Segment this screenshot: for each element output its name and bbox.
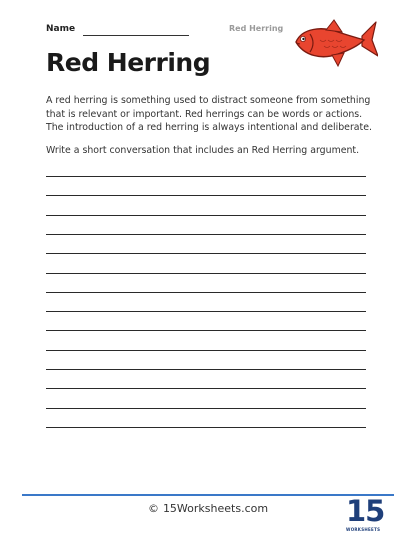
writing-line[interactable]: [46, 388, 366, 389]
writing-line[interactable]: [46, 253, 366, 254]
writing-line[interactable]: [46, 195, 366, 196]
red-herring-fish-icon: [292, 16, 378, 74]
logo-wordmark: WORKSHEETS: [346, 527, 381, 532]
writing-line[interactable]: [46, 408, 366, 409]
writing-line[interactable]: [46, 273, 366, 274]
copyright-icon: ©: [147, 502, 159, 515]
writing-line[interactable]: [46, 234, 366, 235]
header-topic-label: Red Herring: [229, 24, 284, 33]
site-logo: [346, 494, 385, 534]
writing-line[interactable]: [46, 427, 366, 428]
writing-line[interactable]: [46, 215, 366, 216]
footer-divider: [22, 494, 394, 496]
name-label: Name: [46, 24, 76, 34]
instructions-prompt: Write a short conversation that includes an Red Herring argument.: [46, 145, 360, 156]
name-row: [46, 24, 296, 38]
intro-paragraph: A red herring is something used to distract someone from something that is relevant or important. Red herrings can be words or actions. The introduction of a red herring is always intentional and deliberate.: [46, 95, 372, 133]
writing-area[interactable]: [46, 176, 366, 446]
name-input-line[interactable]: [83, 35, 189, 36]
writing-line[interactable]: [46, 176, 366, 177]
writing-line[interactable]: [46, 311, 366, 312]
writing-line[interactable]: [46, 292, 366, 293]
footer-site-name: 15Worksheets.com: [162, 502, 269, 515]
page-title: Red Herring: [46, 48, 211, 77]
writing-line[interactable]: [46, 369, 366, 370]
logo-number: 15: [346, 494, 385, 528]
writing-line[interactable]: [46, 350, 366, 351]
writing-line[interactable]: [46, 330, 366, 331]
